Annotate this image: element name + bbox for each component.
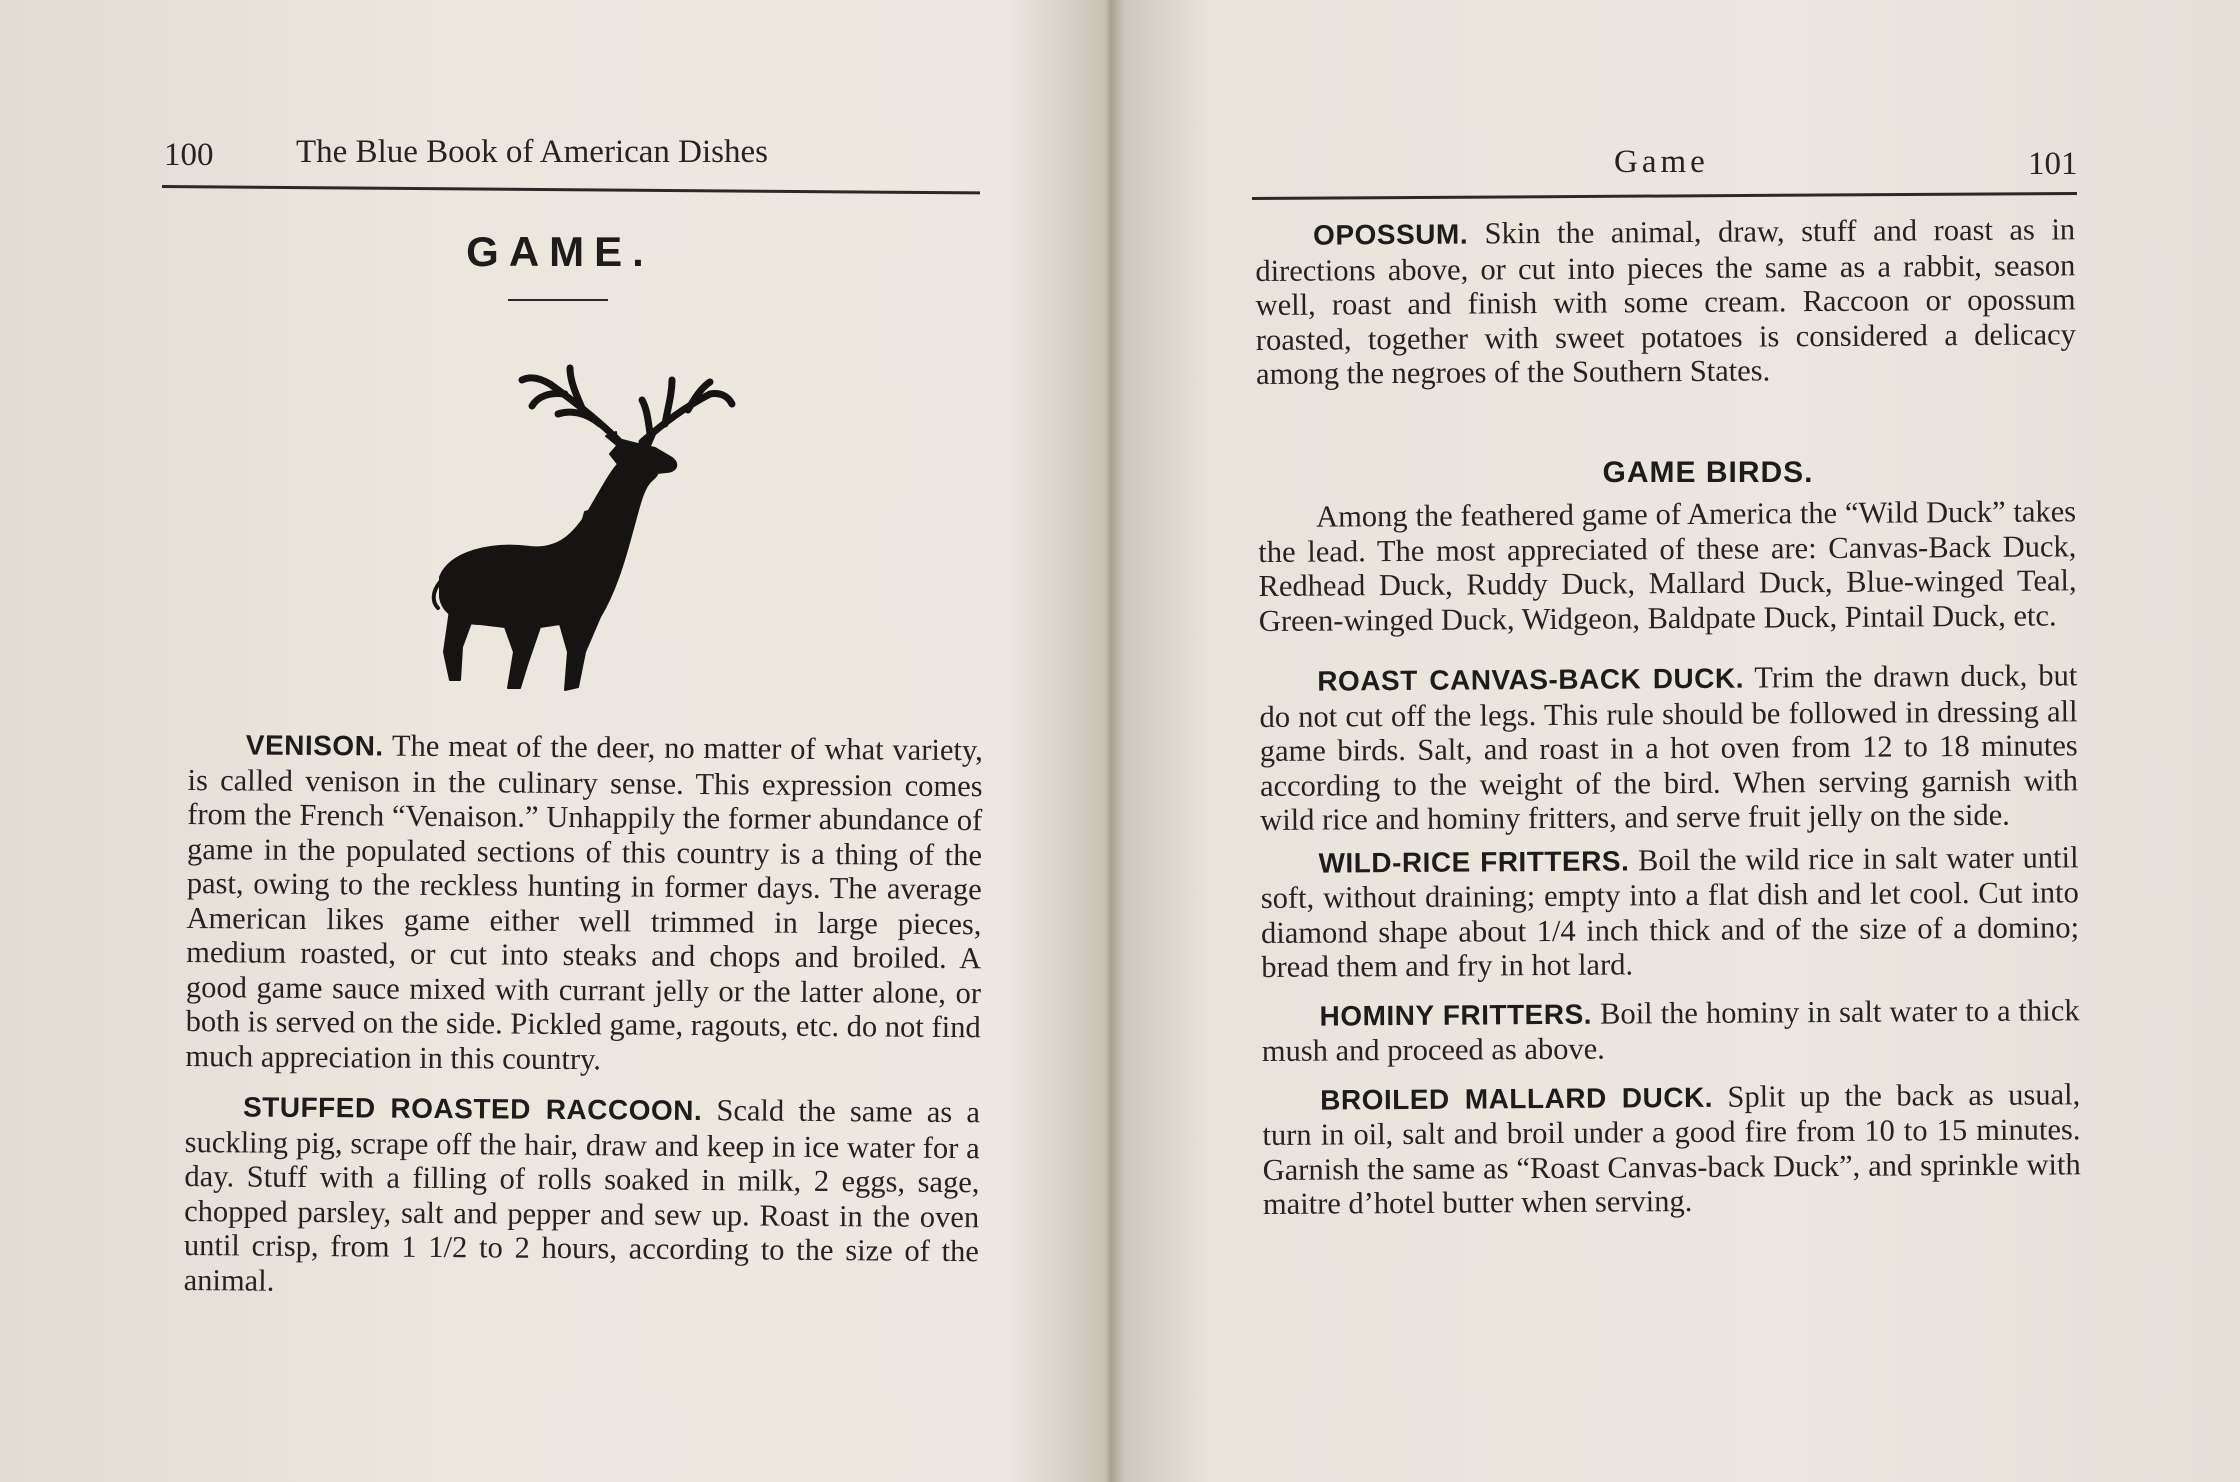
hominy-paragraph <box>1261 993 2079 1069</box>
page-number-right: 101 <box>2028 146 2078 182</box>
chapter-title: GAME. <box>466 228 654 275</box>
right-body-text-top <box>1255 212 2076 391</box>
mallard-body: Split up the back as usual, turn in oil, salt and broil under a good fire from 10 to 15 minutes. Garnish the same as “Roast Canvas-back Duck”, and sprinkle with maitre d’hotel butter when serving. <box>1262 1076 2081 1221</box>
opossum-paragraph <box>1255 212 2076 391</box>
mallard-paragraph <box>1262 1077 2081 1222</box>
game-birds-heading: GAME BIRDS. <box>1602 456 1814 489</box>
running-title-right: Game <box>1614 144 1709 180</box>
elk-illustration <box>410 362 740 702</box>
venison-paragraph <box>185 727 983 1079</box>
canvas-back-body: Trim the drawn duck, but do not cut off the legs. This rule should be followed in dressing all game birds. Salt, and roast in a hot oven from 12 to 18 minutes according to the weight of the bird. When serving garnish with wild rice and hominy fritters, and serve fruit jelly on the side. <box>1259 658 2079 837</box>
wild-rice-body: Boil the wild rice in salt water until soft, without draining; empty into a flat dish and let cool. Cut into diamond shape about 1/4 inch thick and of the size of a domino; bread them and fry in hot lard. <box>1260 839 2080 984</box>
raccoon-heading: STUFFED ROASTED RACCOON. <box>242 1091 703 1127</box>
page-number-left: 100 <box>164 137 214 173</box>
opossum-heading: OPOSSUM. <box>1313 218 1469 251</box>
mallard-heading: BROILED MALLARD DUCK. <box>1320 1081 1714 1116</box>
opossum-body: Skin the animal, draw, stuff and roast as in directions above, or cut into pieces the same as a rabbit, season well, roast and finish with some cream. Raccoon or opossum roasted, together with sweet potatoes is considered a delicacy among the negroes of the Southern States. <box>1255 212 2076 391</box>
wild-rice-paragraph <box>1260 840 2079 985</box>
wild-rice-heading: WILD-RICE FRITTERS. <box>1318 844 1630 879</box>
left-page <box>0 0 1105 1482</box>
canvas-back-paragraph <box>1259 658 2078 837</box>
hominy-body: Boil the hominy in salt water to a thick mush and proceed as above. <box>1261 992 2080 1068</box>
canvas-back-heading: ROAST CANVAS-BACK DUCK. <box>1317 662 1745 697</box>
hominy-heading: HOMINY FRITTERS. <box>1319 998 1593 1032</box>
raccoon-paragraph <box>184 1089 981 1303</box>
game-birds-intro: Among the feathered game of America the “Wild Duck” takes the lead. The most appreciated of these are: Canvas-Back Duck, Redhead Duck, Ruddy Duck, Mallard Duck, Blue-winged Teal, Green-winged Duck, Widgeon, Baldpate Duck, Pintail Duck, etc. <box>1258 494 2077 638</box>
venison-body: The meat of the deer, no matter of what variety, is called venison in the culinary sense. This expression comes from the French “Venaison.” Unhappily the former abundance of game in the populated sections of this country is a thing of the past, owing to the reckless hunting in former days. The average American likes game either well trimmed in large pieces, medium roasted, or cut into steaks and chops and broiled. A good game sauce mixed with currant jelly or the latter alone, or both is served on the side. Pickled game, ragouts, etc. do not find much appreciation in this country. <box>185 728 983 1076</box>
venison-heading: VENISON. <box>245 729 384 762</box>
running-title-left: The Blue Book of American Dishes <box>296 134 768 170</box>
left-body-text <box>184 727 983 1303</box>
chapter-underline <box>508 299 608 301</box>
raccoon-body: Scald the same as a suckling pig, scrape off the hair, draw and keep in ice water for a day. Stuff with a filling of rolls soaked in milk, 2 eggs, sage, chopped parsley, salt and pepper and sew up. Roast in the oven until crisp, from 1 1/2 to 2 hours, according to the size of the animal. <box>183 1093 981 1298</box>
header-rule-left <box>162 185 980 194</box>
right-body-text <box>1258 494 2081 1221</box>
